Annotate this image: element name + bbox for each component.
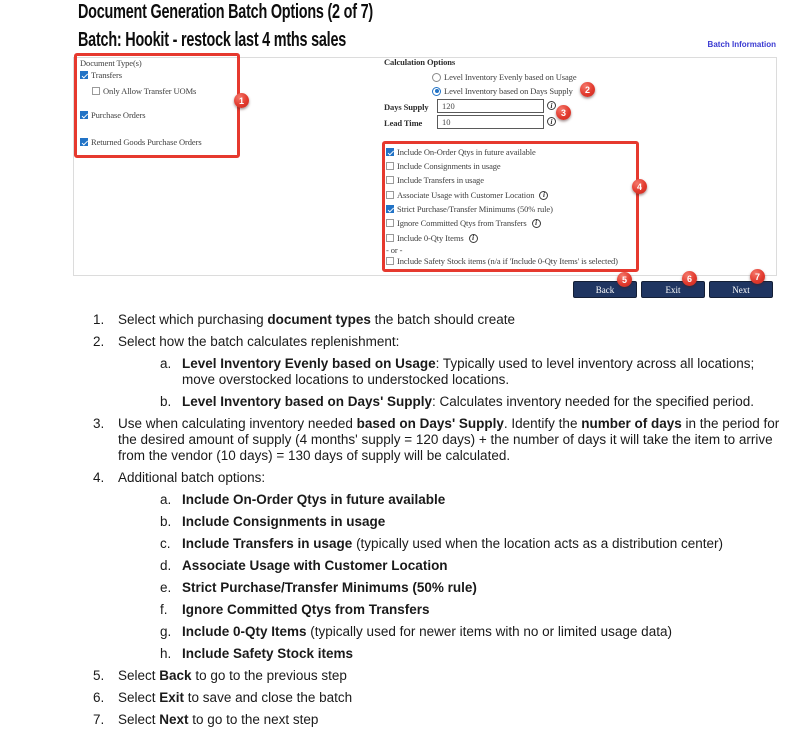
next-button[interactable]: Next	[709, 281, 773, 298]
sub-text: Include Safety Stock items	[182, 646, 354, 661]
checkbox-label: Include 0-Qty Items	[397, 233, 464, 243]
item-text: Select Exit to save and close the batch	[118, 690, 353, 705]
instruction-sub-4h	[160, 646, 781, 662]
sub-number: g.	[160, 624, 172, 639]
annotation-badge-1: 1	[234, 93, 249, 108]
radio-icon	[432, 87, 441, 96]
sub-number: h.	[160, 646, 172, 661]
item-text: Additional batch options:	[118, 470, 266, 485]
checkbox-label: Transfers	[91, 70, 122, 80]
checkbox-label: Include Consignments in usage	[397, 161, 501, 171]
lead-time-label: Lead Time	[384, 118, 423, 128]
instruction-item-2	[93, 334, 781, 350]
radio-level-inventory-evenly[interactable]	[432, 72, 577, 82]
sub-text: Associate Usage with Customer Location	[182, 558, 448, 573]
item-text: Select how the batch calculates replenishment:	[118, 334, 400, 349]
radio-level-inventory-days-supply[interactable]	[432, 86, 573, 96]
radio-icon	[432, 73, 441, 82]
sub-number: b.	[160, 514, 172, 529]
annotation-badge-2: 2	[580, 82, 595, 97]
batch-subtitle: Batch: Hookit - restock last 4 mths sales	[78, 29, 347, 51]
annotation-badge-7: 7	[750, 269, 765, 284]
instruction-item-5	[93, 668, 781, 684]
sub-text: Include Consignments in usage	[182, 514, 386, 529]
sub-number: e.	[160, 580, 172, 595]
lead-time-value: 10	[442, 117, 451, 127]
back-button[interactable]: Back	[573, 281, 637, 298]
item-text: Select which purchasing document types the batch should create	[118, 312, 515, 327]
sub-text: Ignore Committed Qtys from Transfers	[182, 602, 430, 617]
checkbox-label: Strict Purchase/Transfer Minimums (50% rule)	[397, 204, 553, 214]
checkbox-label: Returned Goods Purchase Orders	[91, 137, 202, 147]
document-types-label: Document Type(s)	[80, 58, 142, 68]
annotation-box-document-types	[74, 53, 240, 158]
checkbox-label: Purchase Orders	[91, 110, 146, 120]
checkbox-label: Associate Usage with Customer Location	[397, 190, 535, 200]
sub-number: c.	[160, 536, 171, 551]
annotation-badge-5: 5	[617, 272, 632, 287]
exit-button[interactable]: Exit	[641, 281, 705, 298]
sub-number: a.	[160, 492, 172, 507]
item-number: 5.	[93, 668, 105, 683]
annotation-box-batch-options	[382, 141, 639, 272]
sub-number: b.	[160, 394, 172, 409]
info-icon[interactable]: i	[547, 101, 556, 110]
instruction-sub-4c	[160, 536, 781, 552]
instruction-sub-4e	[160, 580, 781, 596]
days-supply-input[interactable]	[437, 99, 544, 113]
page-title: Document Generation Batch Options (2 of 7)	[78, 1, 373, 23]
instructions-list	[93, 312, 781, 734]
info-icon[interactable]: i	[532, 219, 541, 228]
radio-label: Level Inventory based on Days Supply	[444, 86, 573, 96]
instruction-sub-2a	[160, 356, 781, 388]
sub-text: Strict Purchase/Transfer Minimums (50% rule)	[182, 580, 477, 595]
sub-text: Include Transfers in usage (typically used when the location acts as a distribution center)	[182, 536, 724, 551]
instruction-sub-4f	[160, 602, 781, 618]
sub-text: Include 0-Qty Items (typically used for newer items with no or limited usage data)	[182, 624, 672, 639]
item-number: 3.	[93, 416, 105, 431]
annotation-badge-4: 4	[632, 179, 647, 194]
sub-number: a.	[160, 356, 172, 371]
item-number: 1.	[93, 312, 105, 327]
info-icon[interactable]: i	[469, 234, 478, 243]
instruction-item-4	[93, 470, 781, 486]
instruction-sub-4d	[160, 558, 781, 574]
checkbox-label: Ignore Committed Qtys from Transfers	[397, 218, 527, 228]
days-supply-value: 120	[442, 101, 455, 111]
instruction-sub-4a	[160, 492, 781, 508]
instruction-item-6	[93, 690, 781, 706]
info-icon[interactable]: i	[547, 117, 556, 126]
sub-number: f.	[160, 602, 168, 617]
item-text: Use when calculating inventory needed based on Days' Supply. Identify the number of days in the period for the desired amount of supply (4 months' supply = 120 days) + the number of days it will take the item to arrive from the vendor (10 days) = 130 days of supply will be calculated.	[118, 416, 780, 463]
item-text: Select Next to go to the next step	[118, 712, 319, 727]
annotation-badge-3: 3	[556, 105, 571, 120]
batch-information-link[interactable]: Batch Information	[707, 40, 776, 49]
sub-number: d.	[160, 558, 172, 573]
checkbox-label: Include Safety Stock items (n/a if 'Include 0-Qty Items' is selected)	[397, 256, 618, 266]
info-icon[interactable]: i	[539, 191, 548, 200]
sub-text: Include On-Order Qtys in future available	[182, 492, 446, 507]
annotation-badge-6: 6	[682, 271, 697, 286]
sub-text: Level Inventory Evenly based on Usage: Typically used to level inventory across all locations; move overstocked locations to understocked locations.	[182, 356, 755, 387]
item-number: 2.	[93, 334, 105, 349]
item-text: Select Back to go to the previous step	[118, 668, 347, 683]
calculation-options-label: Calculation Options	[384, 57, 456, 67]
instruction-sub-4g	[160, 624, 781, 640]
item-number: 7.	[93, 712, 105, 727]
item-number: 4.	[93, 470, 105, 485]
or-separator-label: - or -	[386, 245, 403, 255]
instruction-item-7	[93, 712, 781, 728]
instruction-sub-4b	[160, 514, 781, 530]
radio-label: Level Inventory Evenly based on Usage	[444, 72, 577, 82]
sub-text: Level Inventory based on Days' Supply: Calculates inventory needed for the specified period.	[182, 394, 754, 409]
checkbox-label: Include Transfers in usage	[397, 175, 484, 185]
instruction-item-1	[93, 312, 781, 328]
instruction-item-3	[93, 416, 781, 464]
item-number: 6.	[93, 690, 105, 705]
lead-time-input[interactable]	[437, 115, 544, 129]
checkbox-label: Only Allow Transfer UOMs	[103, 86, 197, 96]
checkbox-label: Include On-Order Qtys in future available	[397, 147, 536, 157]
instruction-sub-2b	[160, 394, 781, 410]
days-supply-label: Days Supply	[384, 102, 429, 112]
